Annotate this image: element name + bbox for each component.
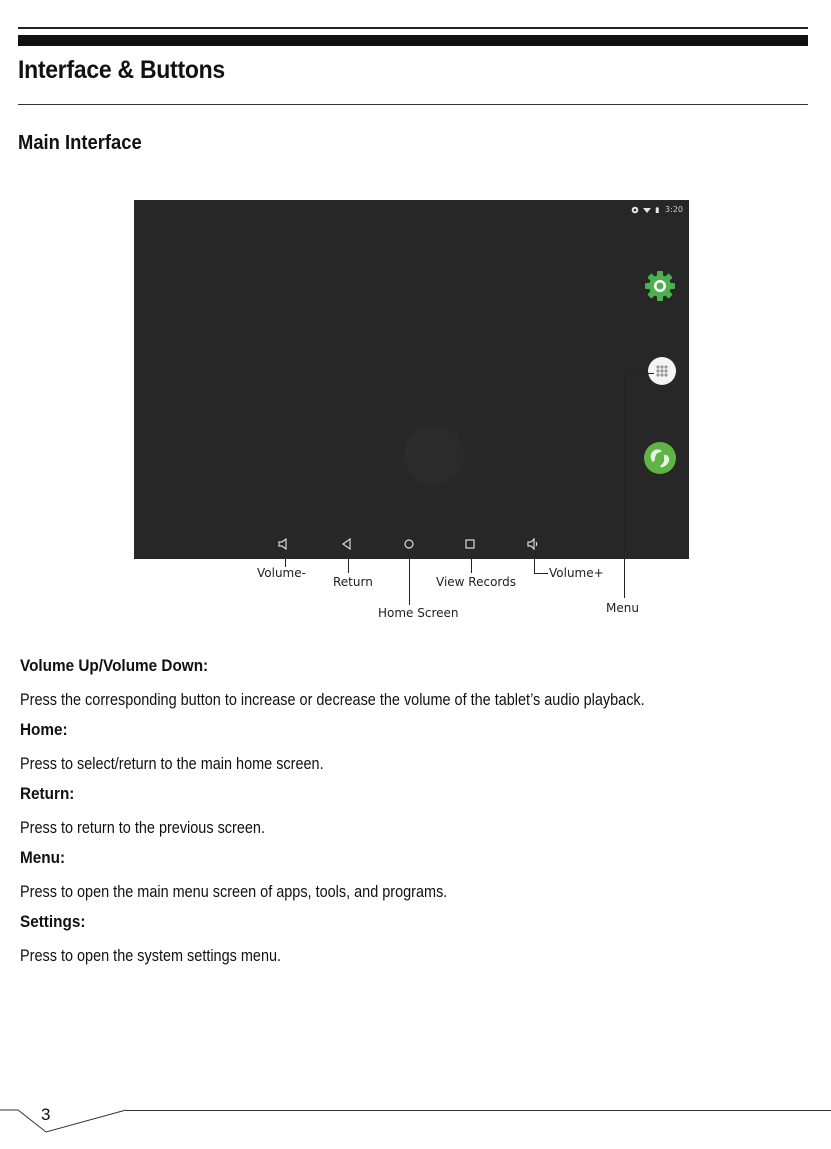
wifi-icon bbox=[643, 206, 651, 214]
callout-line-volume-up-horizontal bbox=[534, 573, 548, 574]
callout-return: Return bbox=[333, 575, 373, 589]
status-time: 3:20 bbox=[665, 205, 683, 214]
description-text: Press to select/return to the main home screen. bbox=[20, 754, 324, 773]
title-divider bbox=[18, 104, 808, 105]
app-drawer-icon[interactable] bbox=[648, 357, 676, 385]
footer-rule bbox=[126, 1110, 831, 1111]
description-term: Settings: bbox=[20, 912, 86, 931]
section-title: Main Interface bbox=[18, 132, 142, 154]
description-text: Press to open the main menu screen of apps, tools, and programs. bbox=[20, 882, 448, 901]
settings-app-icon[interactable] bbox=[644, 270, 676, 302]
description-term: Menu: bbox=[20, 848, 66, 867]
callout-line-volume-up bbox=[534, 553, 535, 573]
description-home bbox=[20, 716, 810, 780]
callout-line-view-records bbox=[471, 553, 472, 573]
browser-app-icon[interactable] bbox=[644, 442, 676, 474]
description-term: Home: bbox=[20, 720, 68, 739]
callout-volume-down: Volume- bbox=[257, 566, 306, 580]
button-descriptions bbox=[20, 652, 810, 972]
home-icon[interactable] bbox=[403, 538, 415, 550]
description-text: Press the corresponding button to increase or decrease the volume of the tablet’s audio playback. bbox=[20, 690, 645, 709]
description-text: Press to open the system settings menu. bbox=[20, 946, 282, 965]
battery-icon bbox=[655, 206, 661, 214]
callout-line-menu-horizontal bbox=[624, 373, 654, 374]
callout-line-home bbox=[409, 553, 410, 605]
top-thin-rule bbox=[18, 27, 808, 29]
volume-up-icon[interactable] bbox=[527, 538, 539, 550]
callout-home-screen: Home Screen bbox=[378, 606, 459, 620]
description-text: Press to return to the previous screen. bbox=[20, 818, 265, 837]
description-menu bbox=[20, 844, 810, 908]
description-return bbox=[20, 780, 810, 844]
footer-notch bbox=[0, 1100, 140, 1140]
status-bar bbox=[631, 205, 683, 214]
callout-menu: Menu bbox=[606, 601, 639, 615]
callout-line-menu bbox=[624, 373, 625, 598]
page-title: Interface & Buttons bbox=[18, 56, 225, 84]
callout-line-return bbox=[348, 553, 349, 573]
callout-volume-up: Volume+ bbox=[549, 566, 604, 580]
tablet-screenshot bbox=[134, 200, 689, 559]
settings-small-icon bbox=[631, 206, 639, 214]
volume-down-icon[interactable] bbox=[278, 538, 290, 550]
top-thick-rule bbox=[18, 35, 808, 46]
page-number: 3 bbox=[41, 1105, 51, 1124]
background-watermark bbox=[404, 425, 464, 485]
back-icon[interactable] bbox=[341, 538, 353, 550]
recents-icon[interactable] bbox=[464, 538, 476, 550]
description-term: Volume Up/Volume Down: bbox=[20, 656, 209, 675]
description-term: Return: bbox=[20, 784, 75, 803]
callout-view-records: View Records bbox=[436, 575, 517, 589]
callout-line-volume-down bbox=[285, 553, 286, 567]
description-volume bbox=[20, 652, 810, 716]
description-settings bbox=[20, 908, 810, 972]
